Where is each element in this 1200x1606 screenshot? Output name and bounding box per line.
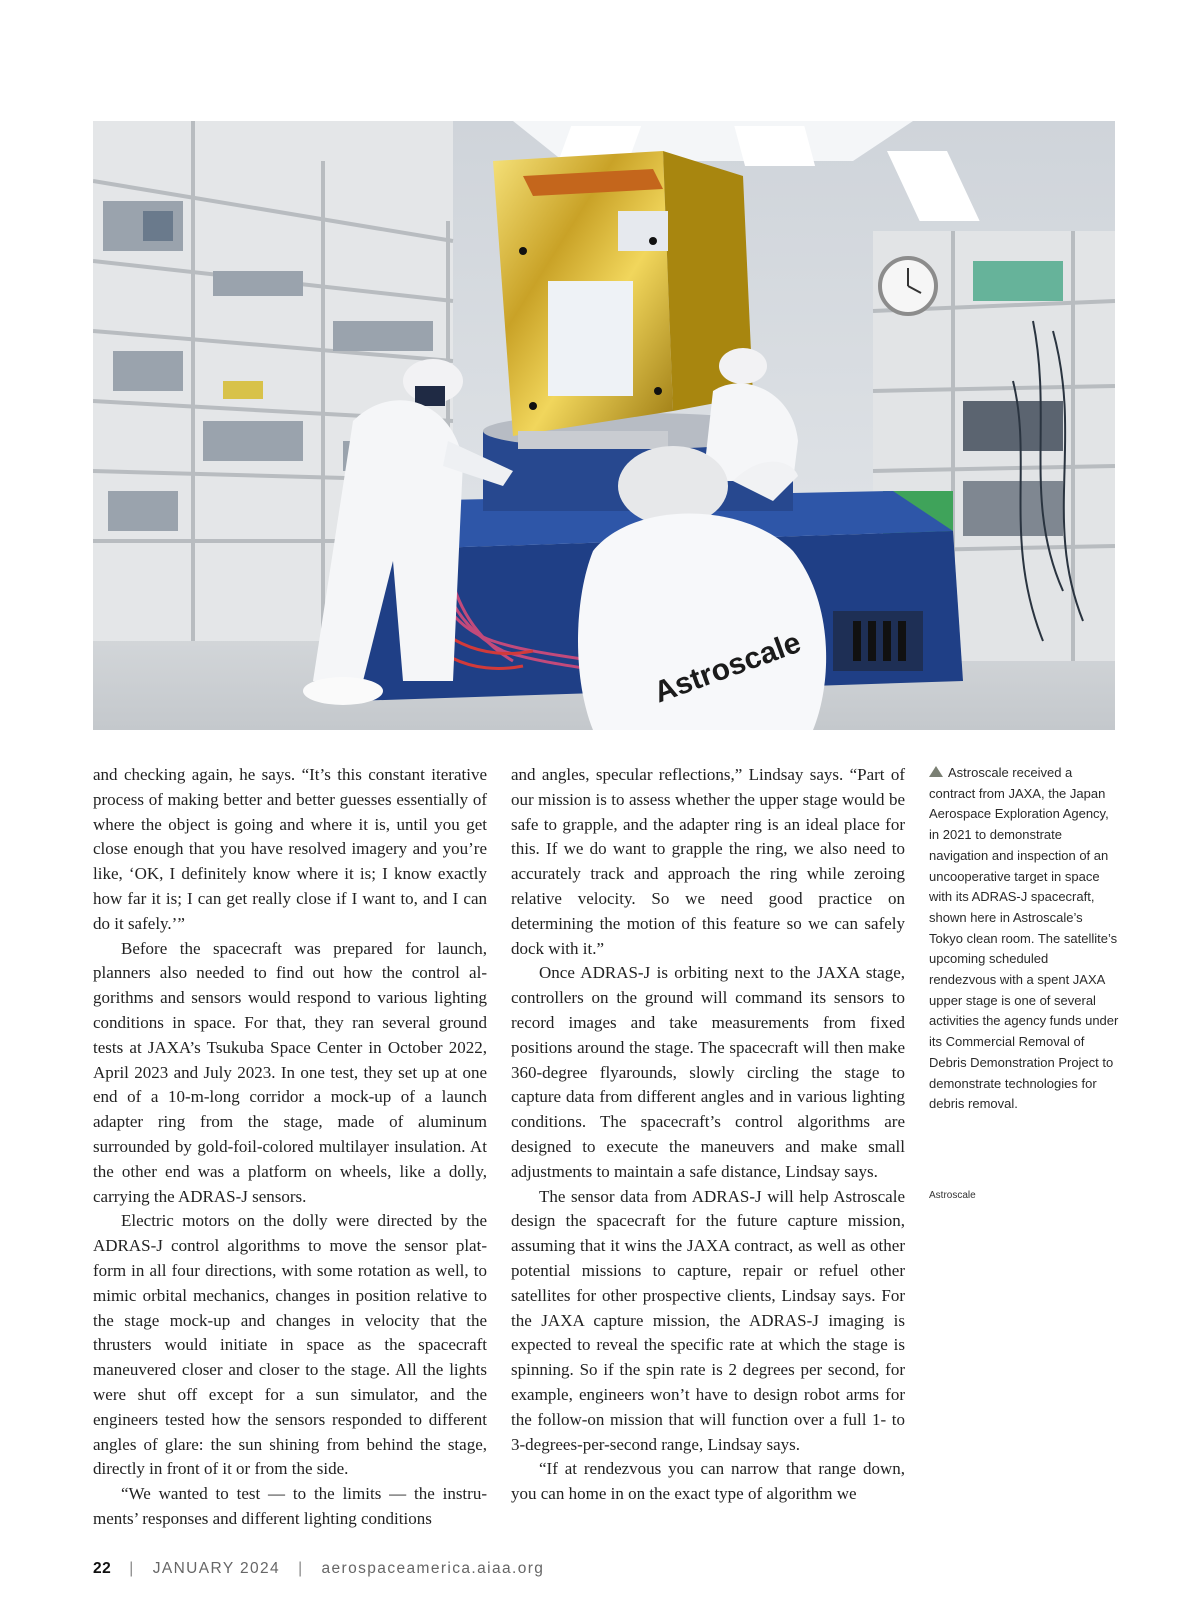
caption-text: Astroscale received a contract from JAXA, the Japan Aerospace Exploration Agency, in 2021 to demonstrate navigation and inspection of an uncooperative target in space with its ADRAS-J spacecraft, shown here in Astroscale’s Tokyo clean room. The satellite’s upcoming scheduled rendezvous with a spent JAXA upper stage is one of several activities the agency funds under its Commercial Removal of Debris Demonstration Project to demonstrate technologies for debris removal. (929, 765, 1119, 1112)
footer-separator: | (129, 1560, 135, 1577)
page-footer (93, 1560, 544, 1578)
paragraph: Before the spacecraft was prepared for launch, planners also needed to find out how the control algorithms and sensors would respond to various lighting conditions in space. For that, they ran several ground tests at JAXA’s Tsukuba Space Center in October 2022, April 2023 and July 2023. In one test, they set up at one end of a 10-m-long corridor a mock-up of a launch adapter ring from the stage, made of aluminum surrounded by gold-foil-colored multilayer insulation. At the other end was a platform on wheels, like a dolly, carrying the ADRAS-J sensors. (93, 938, 487, 1206)
article-column-2 (511, 763, 905, 1507)
paragraph: Electric motors on the dolly were directed by the ADRAS-J control algorithms to move the sensor platform in all four directions, with some rotation as well, to mimic orbital mechanics, changes in position relative to the stage mock-up and changes in velocity that the thrusters would initiate in space as the spacecraft maneuvered closer and closer to the stage. All the lights were shut off except for a sun simulator, and the engineers tested how the sensors responded to different angles of glare: the sun shining from behind the stage, directly in front of it or from the side. (93, 1211, 487, 1479)
paragraph: and checking again, he says. “It’s this constant iterative process of making better and better guesses essentially of where the object is going and where it is, until you get close enough that you have resolved imagery and you’re like, ‘OK, I definitely know where it is; I know exactly how far it is; I can get really close if I want to, and I can do it safely.’” (93, 765, 487, 933)
issue-date: JANUARY 2024 (152, 1560, 281, 1577)
photo-credit: Astroscale (929, 1190, 976, 1201)
photo-caption (929, 763, 1119, 1115)
site-url[interactable]: aerospaceamerica.aiaa.org (321, 1560, 545, 1577)
caption-marker-icon (929, 766, 943, 777)
footer-separator: | (298, 1560, 304, 1577)
suit-logo-text: Astroscale (649, 626, 806, 710)
lead-photo (93, 121, 1115, 730)
paragraph: “We wanted to test — to the limits — the instruments’ responses and different lighting conditions (93, 1484, 487, 1528)
paragraph: “If at rendezvous you can narrow that range down, you can home in on the exact type of algorithm we (511, 1459, 905, 1504)
article-column-1 (93, 763, 487, 1532)
cleanroom-illustration (93, 121, 1115, 730)
paragraph: The sensor data from ADRAS-J will help Astroscale design the spacecraft for the future capture mission, assuming that it wins the JAXA contract, as well as other potential missions to capture, repair or refuel other satellites for other prospective clients, Lindsay says. For the JAXA capture mission, the ADRAS-J imaging is expected to reveal the specific rate at which the stage is spinning. So if the spin rate is 2 degrees per second, for example, engineers won’t have to design robot arms for the follow-on mission that will function over a full 1- to 3-degrees-per-second range, Lindsay says. (511, 1186, 905, 1454)
page-number: 22 (93, 1560, 112, 1577)
paragraph: Once ADRAS-J is orbiting next to the JAXA stage, controllers on the ground will command its sensors to record images and take measurements from fixed positions around the stage. The spacecraft will then make 360-degree flyarounds, slowly circling the stage to capture data from different angles and in various lighting conditions. The spacecraft’s control algorithms are designed to execute the maneuvers and make small adjustments to maintain a safe distance, Lindsay says. (511, 963, 905, 1181)
paragraph: and angles, specular reflections,” Lindsay says. “Part of our mission is to assess whether the upper stage would be safe to grapple, and the adapter ring is an ideal place for this. If we do want to grapple the ring, we also need to accurately track and approach the ring while zeroing relative velocity. So we need good practice on determining the motion of this feature so we can safely dock with it.” (511, 765, 905, 958)
